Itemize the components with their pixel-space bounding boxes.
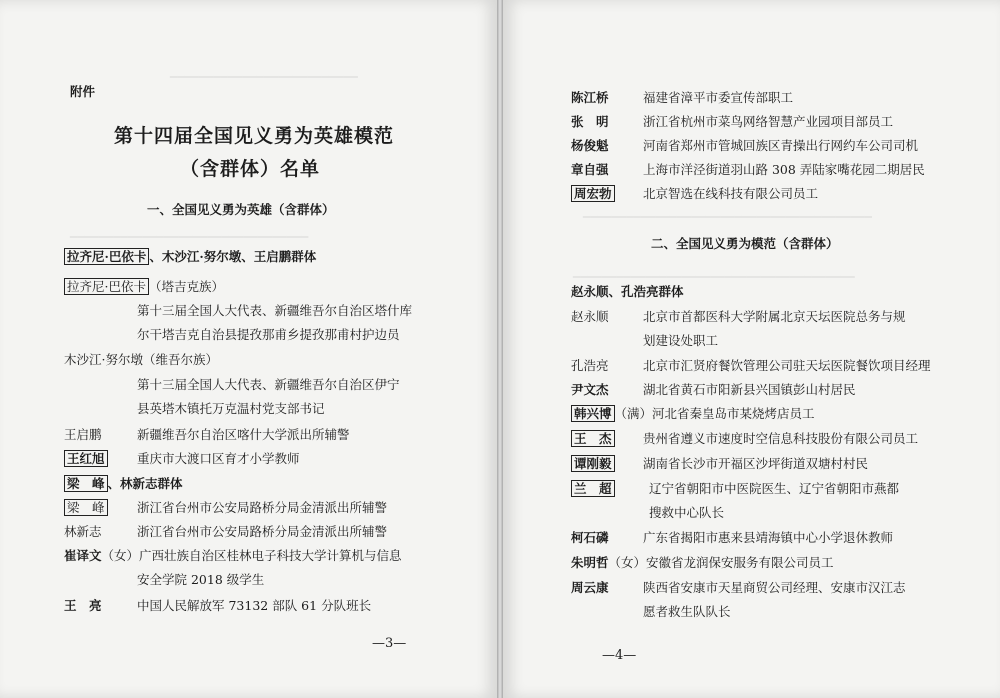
group3-person1-desc-line1: 北京市首都医科大学附属北京天坛医院总务与规 bbox=[643, 309, 906, 324]
highlight-box: 梁 峰 bbox=[64, 475, 108, 492]
ke-shilin-desc: 广东省揭阳市惠来县靖海镇中心小学退休教师 bbox=[643, 530, 894, 545]
wang-hongxu-desc: 重庆市大渡口区育才小学教师 bbox=[137, 451, 300, 466]
group1-person1-desc-line1: 第十三届全国人大代表、新疆维吾尔自治区塔什库 bbox=[137, 303, 413, 318]
highlight-box: 拉齐尼·巴依卡 bbox=[64, 278, 149, 295]
zhou-yunkang-name: 周云康 bbox=[571, 580, 609, 595]
group1-person2-desc-line1: 第十三届全国人大代表、新疆维吾尔自治区伊宁 bbox=[137, 377, 400, 392]
annex-label: 附件 bbox=[70, 84, 96, 99]
group2-person1-desc: 浙江省台州市公安局路桥分局金清派出所辅警 bbox=[137, 500, 388, 515]
zhang-ming-name: 张 明 bbox=[571, 114, 609, 129]
zhou-yunkang-desc-line1: 陕西省安康市天星商贸公司经理、安康市汉江志 bbox=[643, 580, 906, 595]
lan-chao-desc-line2: 搜救中心队长 bbox=[649, 505, 725, 520]
group1-person3-desc: 新疆维吾尔自治区喀什大学派出所辅警 bbox=[137, 427, 350, 442]
cui-yiwen-entry: 崔译文（女）广西壮族自治区桂林电子科技大学计算机与信息 bbox=[64, 548, 402, 563]
bleed-through-text: ━━━━━━━━━━━━━━━━━━━━━━━━━━ bbox=[170, 70, 358, 84]
highlight-box: 韩兴博 bbox=[571, 405, 615, 422]
chen-jiangqiao-name: 陈江桥 bbox=[571, 90, 609, 105]
wang-hongxu-name bbox=[64, 451, 108, 467]
han-xingbo-entry: 韩兴博 （满）河北省秦皇岛市某烧烤店员工 bbox=[571, 406, 815, 422]
group2-person2-desc: 浙江省台州市公安局路桥分局金清派出所辅警 bbox=[137, 524, 388, 539]
tan-gangyi-desc: 湖南省长沙市开福区沙坪街道双塘村村民 bbox=[643, 456, 869, 471]
section1-heading: 一、全国见义勇为英雄（含群体） bbox=[147, 202, 335, 217]
tan-gangyi-name bbox=[571, 456, 615, 472]
highlight-box: 拉齐尼·巴依卡 bbox=[64, 248, 149, 265]
page-number: —3— bbox=[372, 636, 407, 651]
highlight-box: 周宏勃 bbox=[571, 185, 615, 202]
group1-person1-desc-line2: 尔干塔吉克自治县提孜那甫乡提孜那甫村护边员 bbox=[137, 327, 400, 342]
yang-junkui-name: 杨俊魁 bbox=[571, 138, 609, 153]
right-page bbox=[503, 0, 1000, 698]
wang-liang-name: 王 亮 bbox=[64, 598, 102, 613]
group1-heading: 拉齐尼·巴依卡 、木沙江·努尔墩、王启鹏群体 bbox=[64, 249, 316, 265]
group1-person2: 木沙江·努尔墩（维吾尔族） bbox=[64, 352, 218, 367]
chen-jiangqiao-desc: 福建省漳平市委宣传部职工 bbox=[643, 90, 794, 105]
lan-chao-name bbox=[571, 481, 615, 497]
cui-yiwen-desc-line2: 安全学院 2018 级学生 bbox=[137, 572, 265, 587]
document-title-line1: 第十四届全国见义勇为英雄模范 bbox=[114, 125, 395, 147]
left-page bbox=[0, 0, 497, 698]
highlight-box: 梁 峰 bbox=[64, 499, 108, 516]
highlight-box: 兰 超 bbox=[571, 480, 615, 497]
zhou-hongbo-name bbox=[571, 186, 615, 202]
group1-person1: 拉齐尼·巴依卡 （塔吉克族） bbox=[64, 279, 224, 295]
wang-jie-name bbox=[571, 431, 615, 447]
section2-heading: 二、全国见义勇为模范（含群体） bbox=[651, 236, 839, 251]
highlight-box: 谭刚毅 bbox=[571, 455, 615, 472]
document-title-line2: （含群体）名单 bbox=[180, 158, 321, 180]
yang-junkui-desc: 河南省郑州市管城回族区青操出行网约车公司司机 bbox=[643, 138, 919, 153]
ke-shilin-name: 柯石磷 bbox=[571, 530, 609, 545]
group2-heading: 梁 峰 、林新志群体 bbox=[64, 476, 183, 492]
zhou-yunkang-desc-line2: 愿者救生队队长 bbox=[643, 604, 731, 619]
yin-wenjie-name: 尹文杰 bbox=[571, 382, 609, 397]
wang-liang-desc: 中国人民解放军 73132 部队 61 分队班长 bbox=[137, 598, 372, 613]
group3-heading: 赵永顺、孔浩亮群体 bbox=[571, 284, 684, 299]
page-number: —4— bbox=[602, 648, 637, 663]
group3-person2-name: 孔浩亮 bbox=[571, 358, 609, 373]
zhu-mingzhe-entry: 朱明哲（女）安徽省龙润保安服务有限公司员工 bbox=[571, 555, 834, 570]
group3-person1-name: 赵永顺 bbox=[571, 309, 609, 324]
bleed-through-text: ━━━━━━━━━━━━━━━━━━━━━━━━━━━━━━━━━━━━━━━━ bbox=[583, 210, 872, 224]
highlight-box: 王 杰 bbox=[571, 430, 615, 447]
bleed-through-text: ━━━━━━━━━━━━━━━━━━━━━━━━━━━━━━━━━━━━━━━ bbox=[573, 270, 855, 284]
group2-person2-name: 林新志 bbox=[64, 524, 102, 539]
bleed-through-text: ━━━━━━━━━━━━━━━━━━━━━━━━━━━━━━━━━ bbox=[70, 230, 309, 244]
group2-person1-name bbox=[64, 500, 108, 516]
group1-person3-name: 王启鹏 bbox=[64, 427, 102, 442]
zhang-ziqiang-name: 章自强 bbox=[571, 162, 609, 177]
group3-person1-desc-line2: 划建设处职工 bbox=[643, 333, 719, 348]
highlight-box: 王红旭 bbox=[64, 450, 108, 467]
group1-person2-desc-line2: 县英塔木镇托万克温村党支部书记 bbox=[137, 401, 325, 416]
zhang-ziqiang-desc: 上海市洋泾街道羽山路 308 弄陆家嘴花园二期居民 bbox=[643, 162, 925, 177]
lan-chao-desc-line1: 辽宁省朝阳市中医院医生、辽宁省朝阳市燕都 bbox=[649, 481, 900, 496]
zhang-ming-desc: 浙江省杭州市菜鸟网络智慧产业园项目部员工 bbox=[643, 114, 894, 129]
group3-person2-desc: 北京市汇贤府餐饮管理公司驻天坛医院餐饮项目经理 bbox=[643, 358, 931, 373]
zhou-hongbo-desc: 北京智选在线科技有限公司员工 bbox=[643, 186, 819, 201]
yin-wenjie-desc: 湖北省黄石市阳新县兴国镇彭山村居民 bbox=[643, 382, 856, 397]
wang-jie-desc: 贵州省遵义市速度时空信息科技股份有限公司员工 bbox=[643, 431, 919, 446]
